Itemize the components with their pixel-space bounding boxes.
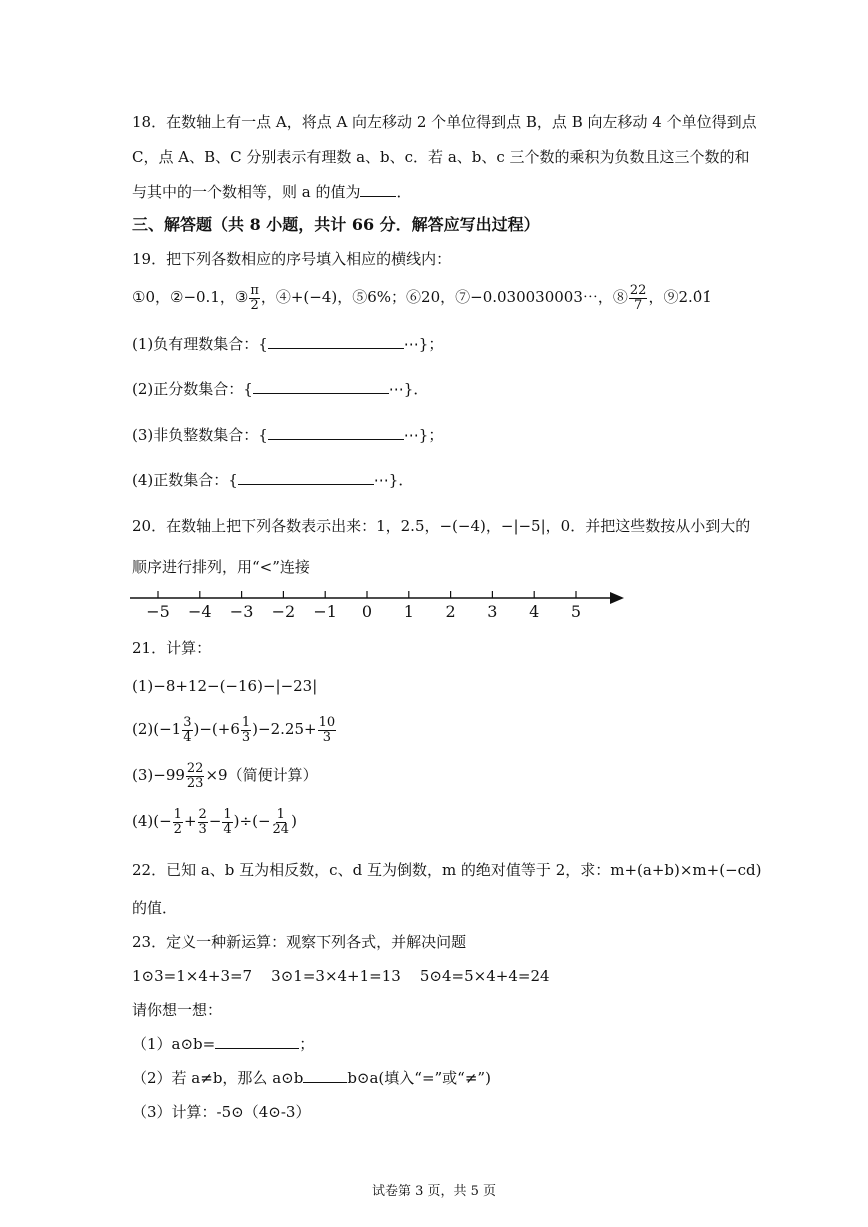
q21-part3: (3)−99 $\frac{22}{23}$ ×9（简便计算） [132,760,318,791]
tick-label: −3 [229,602,254,621]
tick-label: 3 [487,602,498,621]
q23-part2: （2）若 a≠b，那么 a⊙b b⊙a(填入“=”或“≠”) [132,1069,491,1087]
tick-label: −1 [313,602,337,621]
q21-stem: 21．计算： [132,639,212,657]
set-positive-fraction: (2)正分数集合：{ ⋯}． [132,380,429,398]
q23-part1: （1）a⊙b= ； [132,1035,315,1053]
tick-label: 0 [361,602,373,621]
q19-n9: ，⑨2.0̇1̇ [648,288,712,306]
fraction-22-over-7: $\frac{22}{7}$ [629,282,647,313]
tick-label: −4 [188,602,212,621]
q18-line1: 18．在数轴上有一点 A，将点 A 向左移动 2 个单位得到点 B，点 B 向左移动 4 个单位得到点 [132,113,757,131]
answer-blank[interactable] [303,1068,347,1083]
section-title: 三、解答题（共 8 小题，共计 66 分．解答应写出过程） [132,215,540,234]
set-negative-rational: (1)负有理数集合：{ ⋯}； [132,335,444,353]
q21-part2: (2)(−1 $\frac{3}{4}$ )−(+6 $\frac{1}{3}$ )−2.25+ $\frac{10}{3}$ [132,714,336,745]
q19-n4: ，④+(−4)，⑤6%；⑥20，⑦−0.030030003⋯，⑧ [260,288,628,306]
q20-line2: 顺序进行排列，用“<”连接 [132,558,310,576]
set-positive: (4)正数集合：{ ⋯}． [132,471,414,489]
set-nonnegative-integer: (3)非负整数集合：{ ⋯}； [132,426,444,444]
q22-line2: 的值． [132,899,178,917]
tick-label: 4 [529,602,540,621]
q21-part1: (1)−8+12−(−16)−|−23| [132,677,318,695]
q23-examples: 1⊙3=1×4+3=7 3⊙1=3×4+1=13 5⊙4=5×4+4=24 [132,967,550,985]
tick-label: 1 [403,602,414,621]
tick-label: 2 [445,602,456,621]
q20-line1: 20．在数轴上把下列各数表示出来：1，2.5，−(−4)，−|−5|，0．并把这些数按从小到大的 [132,517,751,535]
q22-line1: 22．已知 a、b 互为相反数，c、d 互为倒数，m 的绝对值等于 2，求：m+(a+b)×m+(−cd) [132,861,762,879]
q23-stem: 23．定义一种新运算：观察下列各式，并解决问题 [132,933,467,951]
q19-n1: ①0，②−0.1，③ [132,288,249,306]
q18-line2: C，点 A、B、C 分别表示有理数 a、b、c．若 a、b、c 三个数的乘积为负数且这三个数的和 [132,148,750,166]
fraction-pi-over-2: $\frac{\pi}{2}$ [250,282,259,313]
tick-label: 5 [570,602,582,621]
q23-think: 请你想一想： [132,1001,223,1019]
tick-label: −5 [146,602,170,621]
q18-line3-end: ． [396,183,412,201]
q18-line3-text: 与其中的一个数相等，则 a 的值为 [132,183,361,201]
tick-label: −2 [271,602,296,621]
q21-part4: (4)(− $\frac{1}{2}$ + $\frac{2}{3}$ − $\frac{1}{4}$ )÷(− $\frac{1}{24}$ ) [132,806,297,837]
page-footer: 试卷第 3 页，共 5 页 [371,1184,497,1199]
q19-stem: 19．把下列各数相应的序号填入相应的横线内： [132,250,452,268]
q23-part3: （3）计算：-5⊙（4⊙-3） [132,1103,311,1121]
answer-blank[interactable] [215,1034,299,1049]
